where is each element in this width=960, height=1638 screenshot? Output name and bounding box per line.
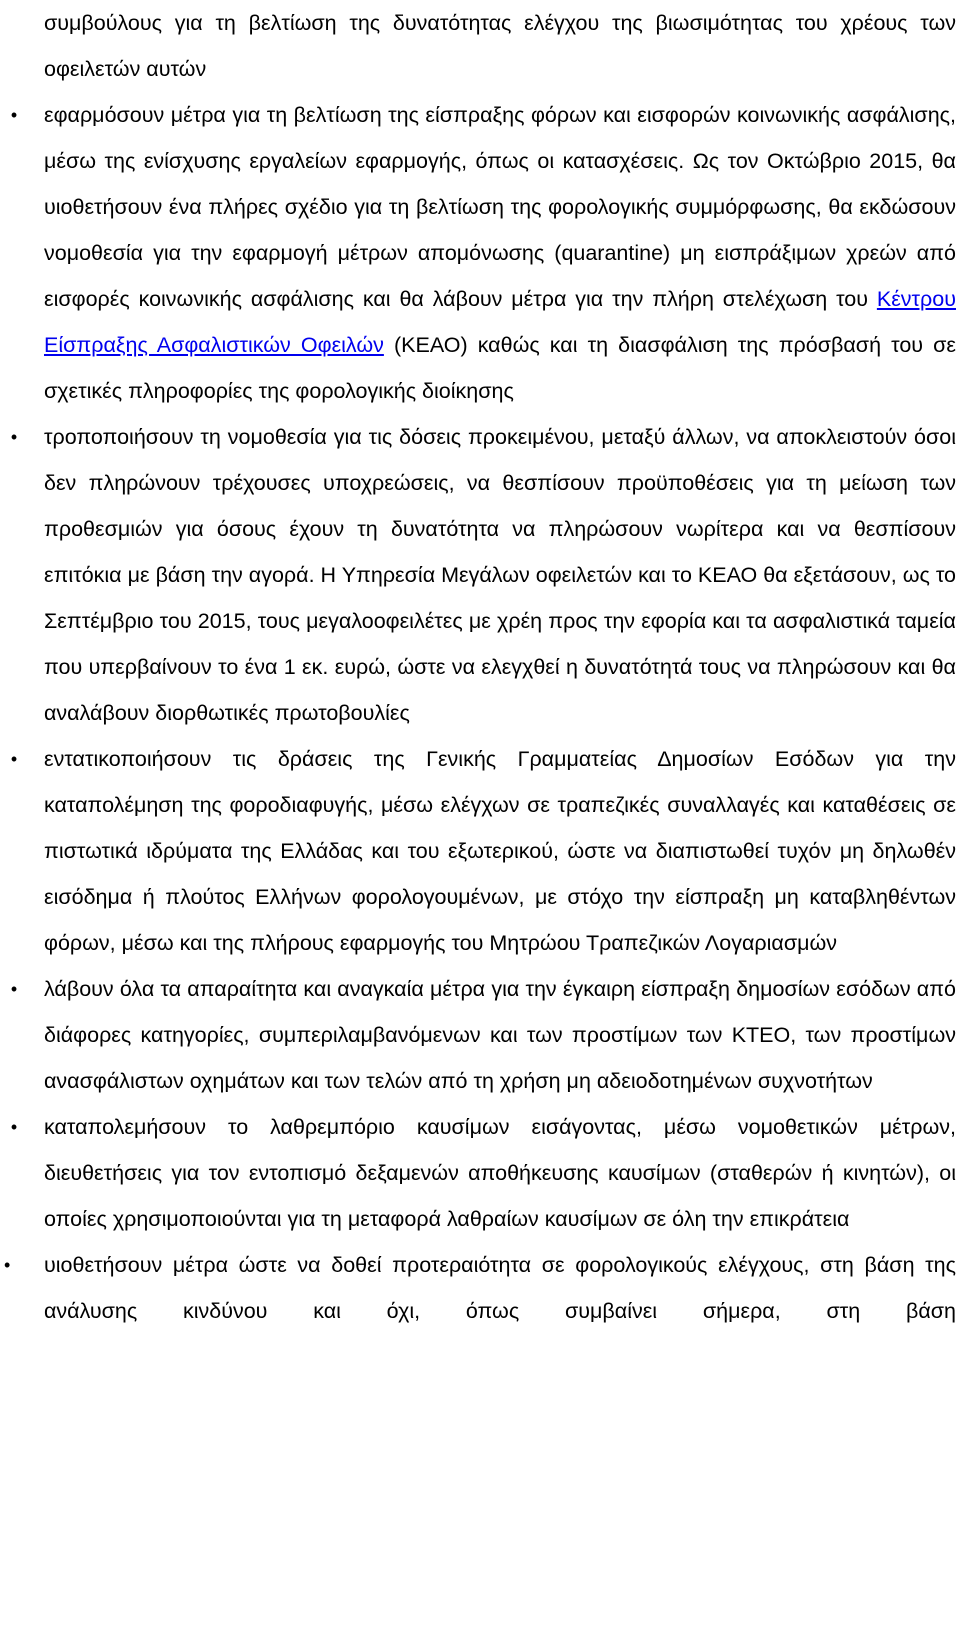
list-item — [10, 414, 956, 736]
list-item-text-after: (ΚΕΑΟ) καθώς και τη διασφάλιση της πρόσβασή του σε σχετικές πληροφορίες της φορολογικής διοίκησης — [44, 333, 956, 403]
bullet-icon: • — [10, 1117, 18, 1137]
bullet-icon: • — [10, 749, 18, 769]
list-item — [10, 736, 956, 966]
list-item — [10, 966, 956, 1104]
keao-link[interactable]: Κέντρου Είσπραξης Ασφαλιστικών Οφειλών — [44, 287, 956, 357]
list-item-text: εντατικοποιήσουν τις δράσεις της Γενικής Γραμματείας Δημοσίων Εσόδων για την καταπολέμηση της φοροδιαφυγής, μέσω ελέγχων σε τραπεζικές συναλλαγές και καταθέσεις σε πιστωτικά ιδρύματα της Ελλάδας και του εξωτερικού, ώστε να διαπιστωθεί τυχόν μη δηλωθέν εισόδημα ή πλούτος Ελλήνων φορολογουμένων, με στόχο την είσπραξη μη καταβληθέντων φόρων, μέσω και της πλήρους εφαρμογής του Μητρώου Τραπεζικών Λογαριασμών — [44, 747, 956, 955]
list-item — [10, 92, 956, 414]
bullet-icon: • — [10, 427, 18, 447]
list-item-text-before: εφαρμόσουν μέτρα για τη βελτίωση της είσπραξης φόρων και εισφορών κοινωνικής ασφάλισης, μέσω της ενίσχυσης εργαλείων εφαρμογής, όπως οι κατασχέσεις. Ως τον Οκτώβριο 2015, θα υιοθετήσουν ένα πλήρες σχέδιο για τη βελτίωση της φορολογικής συμμόρφωσης, θα εκδώσουν νομοθεσία για την εφαρμογή μέτρων απομόνωσης (quarantine) μη εισπράξιμων χρεών από εισφορές κοινωνικής ασφάλισης και θα λάβουν μέτρα για την πλήρη στελέχωση του — [44, 103, 956, 311]
document-page — [4, 0, 956, 1334]
list-item-text: τροποποιήσουν τη νομοθεσία για τις δόσεις προκειμένου, μεταξύ άλλων, να αποκλειστούν όσοι δεν πληρώνουν τρέχουσες υποχρεώσεις, να θεσπίσουν προϋποθέσεις για τη μείωση των προθεσμιών για όσους έχουν τη δυνατότητα να πληρώσουν νωρίτερα και να θεσπίσουν επιτόκια με βάση την αγορά. Η Υπηρεσία Μεγάλων οφειλετών και το ΚΕΑΟ θα εξετάσουν, ως το Σεπτέμβριο του 2015, τους μεγαλοοφειλέτες με χρέη προς την εφορία και τα ασφαλιστικά ταμεία που υπερβαίνουν το ένα 1 εκ. ευρώ, ώστε να ελεγχθεί η δυνατότητά τους να πληρώσουν και θα αναλάβουν διορθωτικές πρωτοβουλίες — [44, 425, 956, 725]
bullet-icon: • — [10, 979, 18, 999]
list-item — [10, 1104, 956, 1242]
list-item-text: υιοθετήσουν μέτρα ώστε να δοθεί προτεραιότητα σε φορολογικούς ελέγχους, στη βάση της ανάλυσης κινδύνου και όχι, όπως συμβαίνει σήμερα, στη βάση — [44, 1253, 956, 1323]
bullet-icon: • — [10, 105, 18, 125]
continuation-paragraph: συμβούλους για τη βελτίωση της δυνατότητας ελέγχου της βιωσιμότητας του χρέους των οφειλετών αυτών — [44, 11, 956, 81]
list-item-text: καταπολεμήσουν το λαθρεμπόριο καυσίμων εισάγοντας, μέσω νομοθετικών μέτρων, διευθετήσεις για τον εντοπισμό δεξαμενών αποθήκευσης καυσίμων (σταθερών ή κινητών), οι οποίες χρησιμοποιούνται για τη μεταφορά λαθραίων καυσίμων σε όλη την επικράτεια — [44, 1115, 956, 1231]
list-item-text — [44, 103, 956, 403]
list-item-text: λάβουν όλα τα απαραίτητα και αναγκαία μέτρα για την έγκαιρη είσπραξη δημοσίων εσόδων από διάφορες κατηγορίες, συμπεριλαμβανόμενων και των προστίμων των ΚΤΕΟ, των προστίμων ανασφάλιστων οχημάτων και των τελών από τη χρήση μη αδειοδοτημένων συχνοτήτων — [44, 977, 956, 1093]
bullet-icon: • — [4, 1255, 11, 1275]
list-item — [4, 1242, 956, 1334]
